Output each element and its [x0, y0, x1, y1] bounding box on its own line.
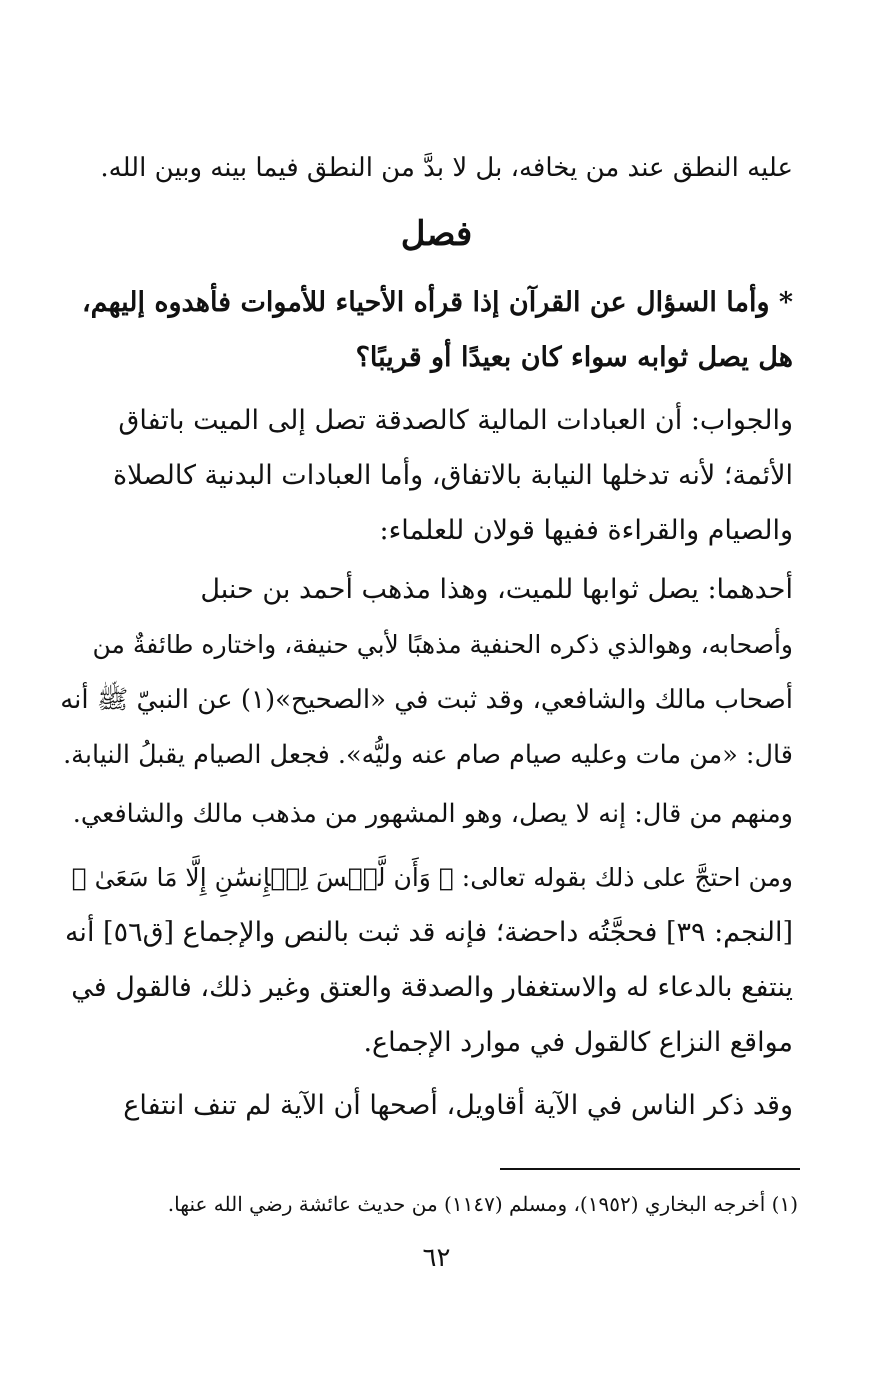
answer-line-3: والصيام والقراءة ففيها قولان للعلماء: — [379, 515, 793, 546]
argument-line-2: [النجم: ٣٩] فحجَّتُه داحضة؛ فإنه قد ثبت بالنص والإجماع [ق٥٦] أنه — [64, 917, 793, 948]
argument-line-3: ينتفع بالدعاء له والاستغفار والصدقة والعتق وغير ذلك، فالقول في — [71, 972, 793, 1003]
footnote-divider — [500, 1168, 800, 1170]
question-line-2: هل يصل ثوابه سواء كان بعيدًا أو قريبًا؟ — [355, 342, 793, 373]
first-opinion-line-2: وأصحابه، وهوالذي ذكره الحنفية مذهبًا لأبي حنيفة، واختاره طائفةٌ من — [92, 630, 793, 659]
first-opinion-line-4: قال: «من مات وعليه صيام صام عنه وليُّه». فجعل الصيام يقبلُ النيابة. — [63, 740, 793, 770]
second-opinion-line: ومنهم من قال: إنه لا يصل، وهو المشهور من مذهب مالك والشافعي. — [72, 799, 793, 829]
answer-line-2: الأئمة؛ لأنه تدخلها النيابة بالاتفاق، وأما العبادات البدنية كالصلاة — [112, 460, 793, 491]
argument-line-4: مواقع النزاع كالقول في موارد الإجماع. — [363, 1027, 793, 1058]
first-opinion-line-1: أحدهما: يصل ثوابها للميت، وهذا مذهب أحمد بن حنبل — [200, 574, 793, 605]
argument-line-1: ومن احتجَّ على ذلك بقوله تعالى: ﴿ وَأَن لَّيۡسَ لِلۡإِنسَٰنِ إِلَّا مَا سَعَىٰ ﴾ — [71, 863, 793, 892]
page-number: ٦٢ — [422, 1243, 451, 1273]
question-line-1: * وأما السؤال عن القرآن إذا قرأه الأحياء للأموات فأهدوه إليهم، — [81, 287, 793, 318]
section-heading: فصل — [400, 214, 473, 254]
first-opinion-line-3: أصحاب مالك والشافعي، وقد ثبت في «الصحيح»(١) عن النبيّ ﷺ أنه — [60, 685, 793, 715]
footnote: (١) أخرجه البخاري (١٩٥٢)، ومسلم (١١٤٧) من حديث عائشة رضي الله عنها. — [167, 1192, 798, 1216]
text-line-continuation: عليه النطق عند من يخافه، بل لا بدَّ من النطق فيما بينه وبين الله. — [100, 153, 793, 183]
final-line: وقد ذكر الناس في الآية أقاويل، أصحها أن الآية لم تنف انتفاع — [123, 1090, 793, 1121]
answer-line-1: والجواب: أن العبادات المالية كالصدقة تصل إلى الميت باتفاق — [118, 405, 793, 436]
